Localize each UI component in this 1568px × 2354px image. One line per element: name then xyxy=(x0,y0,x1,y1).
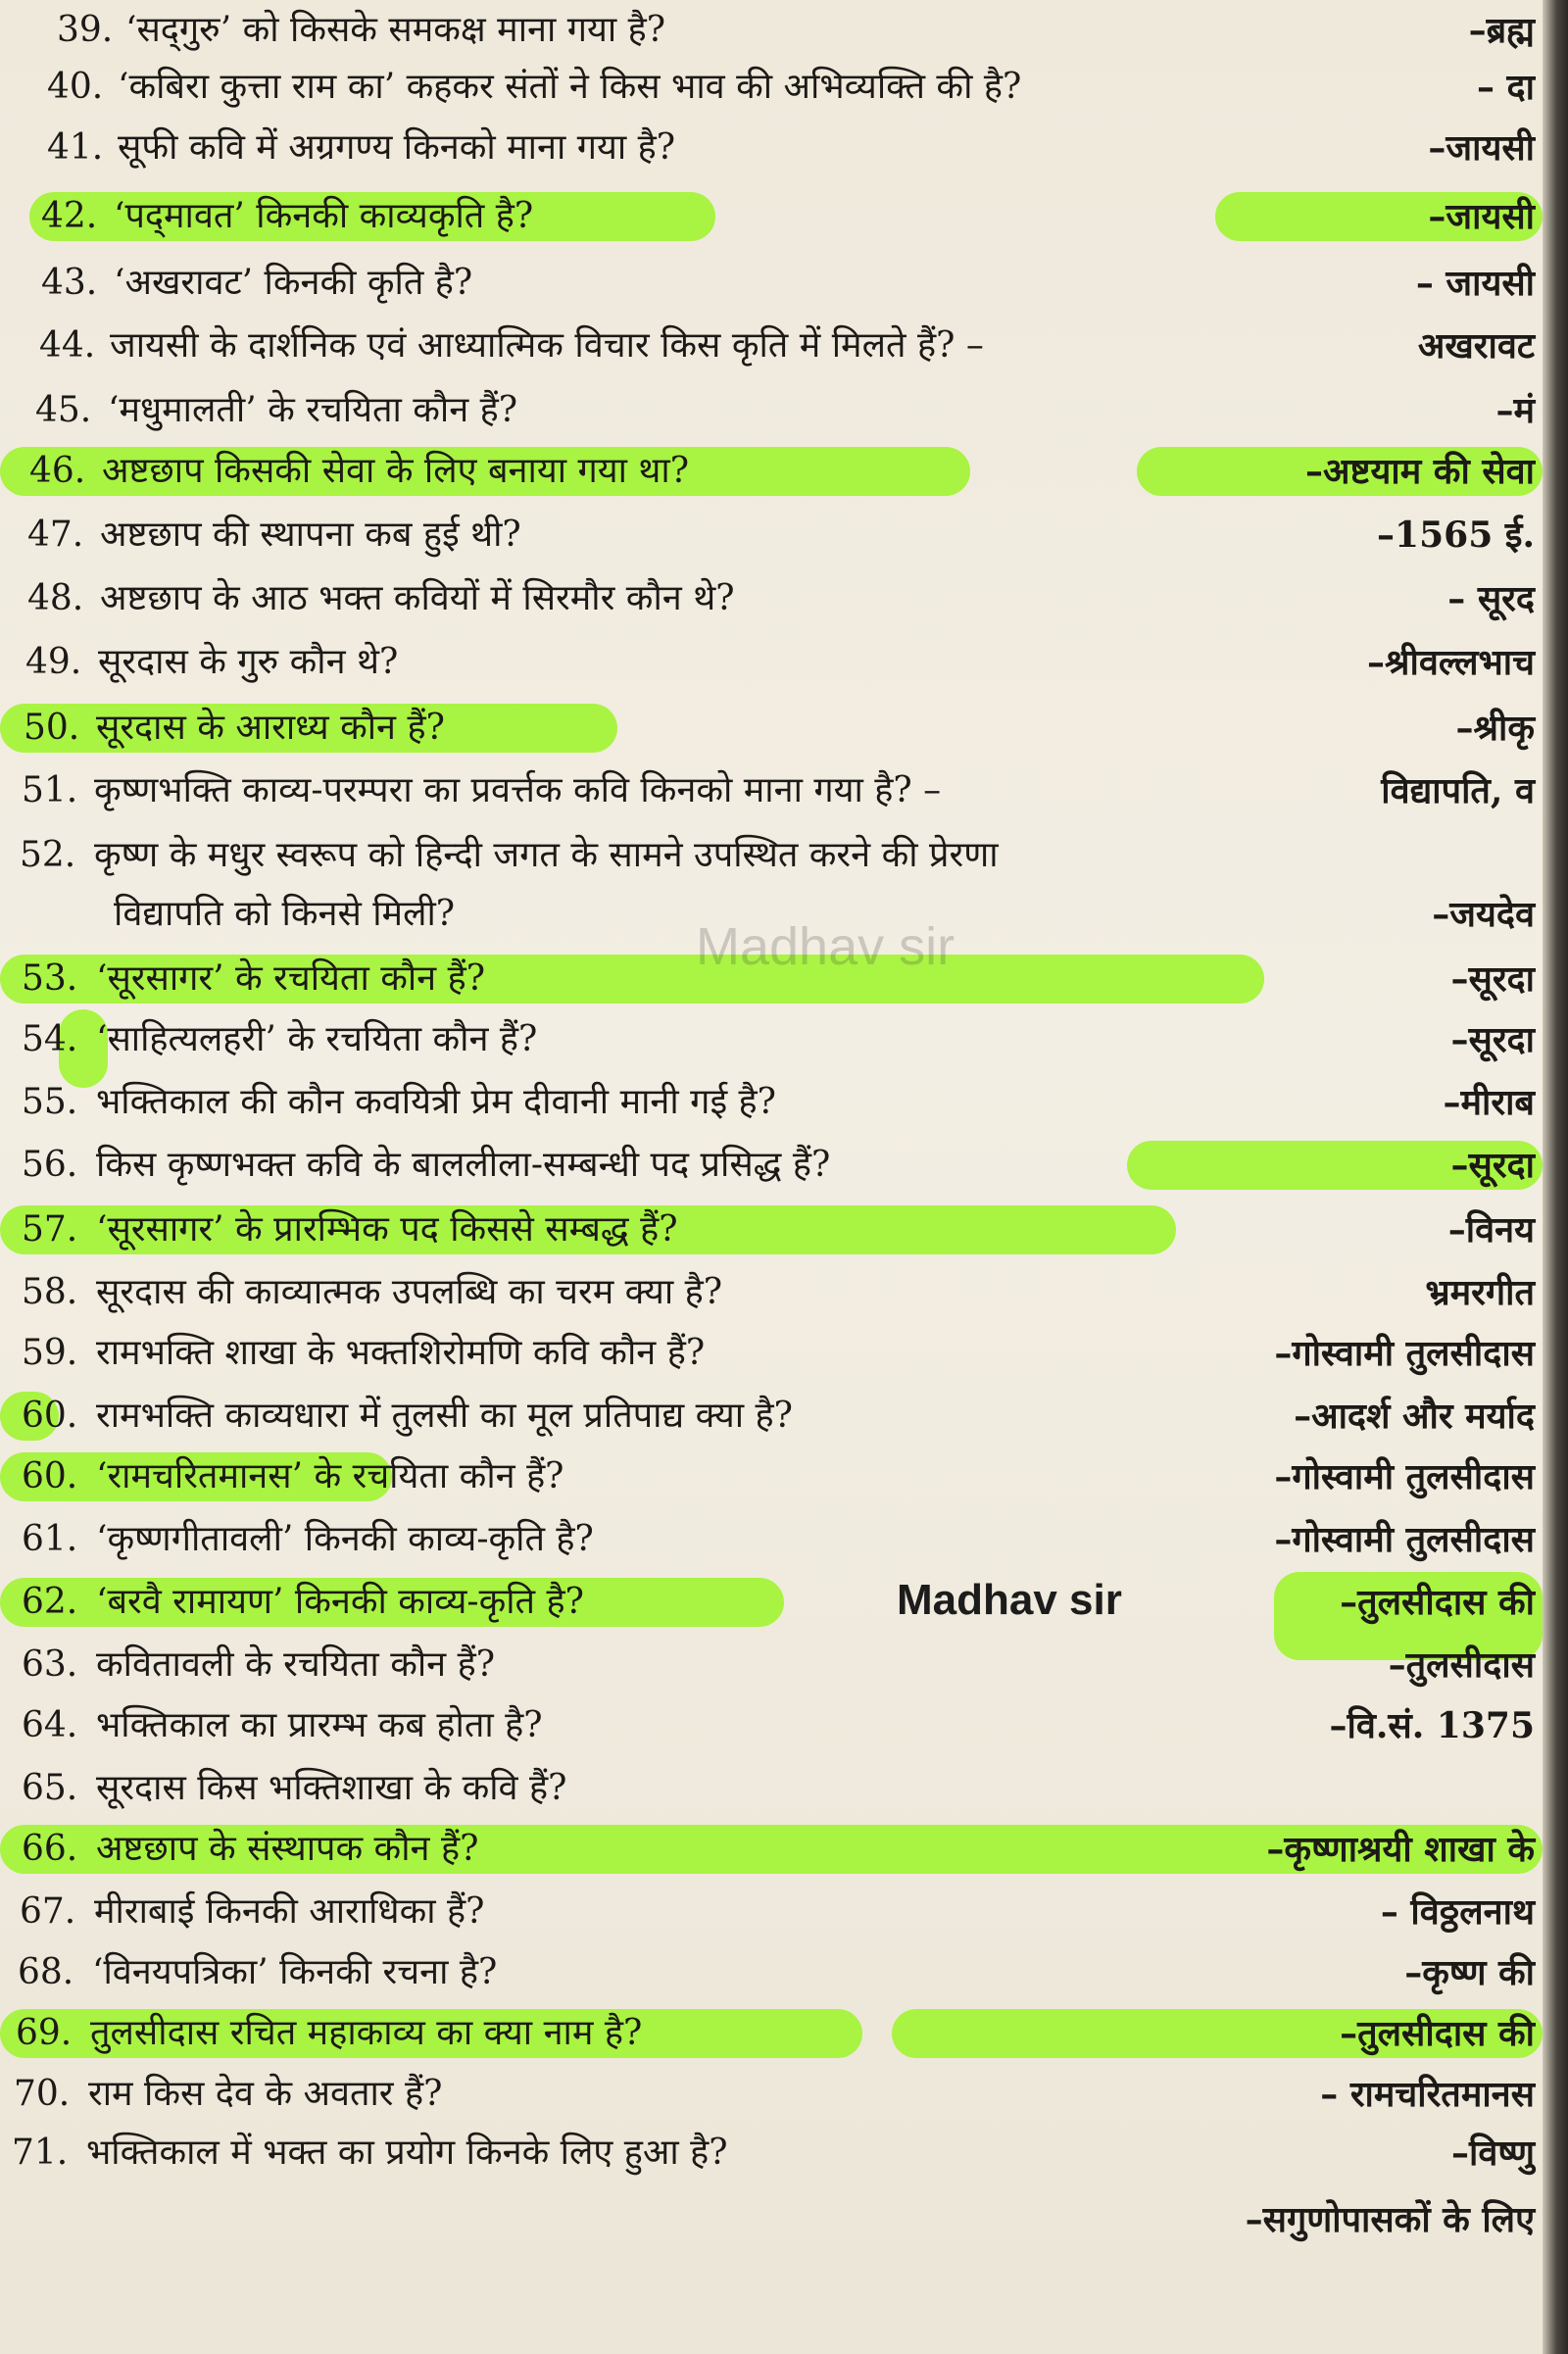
question-text: ‘रामचरितमानस’ के रचयिता कौन हैं? xyxy=(96,1456,564,1496)
list-item xyxy=(0,1509,1543,1570)
question-text: सूफी कवि में अग्रगण्य किनको माना गया है? xyxy=(118,127,676,168)
question-text: रामभक्ति शाखा के भक्तशिरोमणि कवि कौन हैं? xyxy=(96,1333,706,1373)
answer-text: –श्रीवल्लभाच xyxy=(1367,642,1535,683)
question-number: 53. xyxy=(22,958,78,999)
answer-text: –सगुणोपासकों के लिए xyxy=(1245,2199,1535,2240)
page-binding-edge xyxy=(1543,0,1568,2354)
answer-text: –गोस्वामी तुलसीदास xyxy=(1274,1519,1535,1560)
list-item xyxy=(0,1072,1543,1133)
question-text: ‘साहित्यलहरी’ के रचयिता कौन हैं? xyxy=(96,1019,538,1059)
question-number: 66. xyxy=(22,1829,78,1869)
question-text: अष्टछाप के संस्थापक कौन हैं? xyxy=(96,1829,479,1869)
question-text: मीराबाई किनकी आराधिका हैं? xyxy=(94,1891,485,1932)
question-text: ‘सूरसागर’ के प्रारम्भिक पद किससे सम्बद्ध हैं? xyxy=(96,1209,678,1250)
list-item xyxy=(0,698,1543,759)
list-item xyxy=(0,57,1543,118)
question-number: 70. xyxy=(14,2074,71,2114)
question-text: ‘बरवै रामायण’ किनकी काव्य-कृति है? xyxy=(96,1582,584,1622)
answer-text: –तुलसीदास की xyxy=(1340,1582,1535,1623)
list-item xyxy=(0,1323,1543,1384)
question-number: 62. xyxy=(22,1582,78,1622)
answer-text: –आदर्श और मर्याद xyxy=(1294,1396,1535,1437)
question-text: ‘विनयपत्रिका’ किनकी रचना है? xyxy=(92,1952,498,1992)
question-number: 43. xyxy=(41,263,98,303)
list-item xyxy=(0,825,1543,886)
question-text: राम किस देव के अवतार हैं? xyxy=(88,2074,443,2114)
list-item xyxy=(0,632,1543,693)
answer-text: –तुलसीदास xyxy=(1388,1644,1535,1686)
question-text: ‘सद्‌गुरु’ को किसके समकक्ष माना गया है? xyxy=(125,10,666,50)
answer-text: –कृष्ण की xyxy=(1404,1952,1535,1993)
question-text: भक्तिकाल का प्रारम्भ कब होता है? xyxy=(96,1705,543,1745)
question-number: 65. xyxy=(22,1768,78,1808)
question-number: 57. xyxy=(22,1209,78,1250)
question-text: किस कृष्णभक्त कवि के बाललीला-सम्बन्धी पद प्रसिद्ध हैं? xyxy=(96,1145,831,1185)
list-item xyxy=(0,505,1543,565)
list-item xyxy=(0,2189,1543,2250)
question-text: सूरदास के गुरु कौन थे? xyxy=(98,642,399,682)
question-number: 55. xyxy=(22,1082,78,1122)
question-text: ‘अखरावट’ किनकी कृति है? xyxy=(114,263,473,303)
list-item xyxy=(0,1572,1543,1633)
question-text: ‘पद्‌मावत’ किनकी काव्यकृति है? xyxy=(114,196,534,236)
list-item xyxy=(0,0,1543,61)
question-number: 45. xyxy=(35,390,92,430)
question-number: 63. xyxy=(22,1644,78,1685)
answer-text: –जायसी xyxy=(1428,127,1535,169)
question-text: भक्तिकाल की कौन कवयित्री प्रेम दीवानी मानी गई है? xyxy=(96,1082,776,1122)
list-item xyxy=(0,118,1543,178)
answer-text: – जायसी xyxy=(1415,263,1535,304)
answer-text: –जयदेव xyxy=(1432,894,1535,935)
question-number: 59. xyxy=(22,1333,78,1373)
list-item xyxy=(0,2064,1543,2125)
list-item xyxy=(0,2123,1543,2183)
question-number: 69. xyxy=(16,2013,73,2053)
question-text: तुलसीदास रचित महाकाव्य का क्या नाम है? xyxy=(90,2013,643,2053)
question-number: 52. xyxy=(20,835,76,875)
question-text: सूरदास के आराध्य कौन हैं? xyxy=(96,708,445,748)
list-item xyxy=(0,1758,1543,1819)
list-item xyxy=(0,1135,1543,1196)
answer-text: –विनय xyxy=(1447,1209,1535,1251)
answer-text: –श्रीकृ xyxy=(1455,708,1535,749)
question-number: 50. xyxy=(24,708,80,748)
question-number: 49. xyxy=(25,642,82,682)
watermark: Madhav sir xyxy=(696,917,956,976)
question-number: 48. xyxy=(27,578,84,618)
question-text: सूरदास किस भक्तिशाखा के कवि हैं? xyxy=(96,1768,567,1808)
list-item xyxy=(0,1447,1543,1507)
list-item xyxy=(0,568,1543,629)
answer-text: – सूरद xyxy=(1447,578,1535,619)
question-number: 60. xyxy=(22,1456,78,1496)
list-item xyxy=(0,380,1543,441)
question-text: अष्टछाप की स्थापना कब हुई थी? xyxy=(100,515,521,555)
list-item xyxy=(0,441,1543,502)
question-text: ‘कृष्णगीतावली’ किनकी काव्य-कृति है? xyxy=(96,1519,594,1559)
watermark: Madhav sir xyxy=(897,1576,1122,1624)
question-number: 56. xyxy=(22,1145,78,1185)
question-number: 60. xyxy=(22,1396,78,1436)
question-number: 71. xyxy=(12,2133,69,2173)
question-text: कृष्ण के मधुर स्वरूप को हिन्दी जगत के सामने उपस्थित करने की प्रेरणा xyxy=(94,835,999,875)
question-number: 58. xyxy=(22,1272,78,1312)
question-number: 64. xyxy=(22,1705,78,1745)
question-number: 47. xyxy=(27,515,84,555)
question-number: 41. xyxy=(47,127,104,168)
question-text: ‘मधुमालती’ के रचयिता कौन हैं? xyxy=(108,390,518,430)
question-number: 42. xyxy=(41,196,98,236)
question-number: 44. xyxy=(39,325,96,366)
list-item xyxy=(0,1819,1543,1880)
question-text: अष्टछाप के आठ भक्त कवियों में सिरमौर कौन थे? xyxy=(100,578,735,618)
answer-text: –मं xyxy=(1495,390,1535,431)
answer-text: –सूरदा xyxy=(1450,958,1535,1000)
question-text: कवितावली के रचयिता कौन हैं? xyxy=(96,1644,496,1685)
list-item xyxy=(0,760,1543,821)
answer-text: अखरावट xyxy=(1417,325,1535,367)
question-text: सूरदास की काव्यात्मक उपलब्धि का चरम क्या है? xyxy=(96,1272,723,1312)
list-item xyxy=(0,1386,1543,1447)
question-text: भक्तिकाल में भक्त का प्रयोग किनके लिए हुआ है? xyxy=(86,2133,728,2173)
answer-text: –सूरदा xyxy=(1450,1019,1535,1060)
answer-text: –सूरदा xyxy=(1450,1145,1535,1186)
question-text: कृष्णभक्ति काव्य-परम्परा का प्रवर्त्तक कवि किनको माना गया है? – xyxy=(94,770,942,810)
question-number: 40. xyxy=(47,67,104,107)
question-text: रामभक्ति काव्यधारा में तुलसी का मूल प्रतिपाद्य क्या है? xyxy=(96,1396,793,1436)
question-text: ‘सूरसागर’ के रचयिता कौन हैं? xyxy=(96,958,486,999)
list-item xyxy=(0,1262,1543,1323)
answer-text: –मीराब xyxy=(1443,1082,1535,1123)
answer-text: – दा xyxy=(1477,67,1535,108)
list-item xyxy=(0,1635,1543,1695)
answer-text: –वि.सं. 1375 xyxy=(1329,1705,1535,1746)
answer-text: भ्रमरगीत xyxy=(1425,1272,1535,1313)
answer-text: – विठ्ठलनाथ xyxy=(1380,1891,1535,1933)
question-number: 68. xyxy=(18,1952,74,1992)
list-item xyxy=(0,253,1543,314)
answer-text: –अष्टयाम की सेवा xyxy=(1305,451,1535,492)
answer-text: –1565 ई. xyxy=(1377,515,1535,556)
list-item xyxy=(0,186,1543,247)
list-item xyxy=(0,1882,1543,1942)
answer-text: – रामचरितमानस xyxy=(1320,2074,1535,2115)
list-item xyxy=(0,1009,1543,1070)
question-number: 54. xyxy=(22,1019,78,1059)
answer-text: –जायसी xyxy=(1428,196,1535,237)
question-number: 61. xyxy=(22,1519,78,1559)
answer-text: –विष्णु xyxy=(1451,2133,1535,2174)
answer-text: –गोस्वामी तुलसीदास xyxy=(1274,1456,1535,1497)
answer-text: –ब्रह्म xyxy=(1468,10,1535,51)
answer-text: –तुलसीदास की xyxy=(1340,2013,1535,2054)
list-item xyxy=(0,316,1543,376)
question-text: विद्यापति को किनसे मिली? xyxy=(114,894,456,934)
answer-text: –गोस्वामी तुलसीदास xyxy=(1274,1333,1535,1374)
question-number: 46. xyxy=(29,451,86,491)
list-item xyxy=(0,1942,1543,2003)
list-item xyxy=(0,1200,1543,1260)
question-number: 67. xyxy=(20,1891,76,1932)
question-text: जायसी के दार्शनिक एवं आध्यात्मिक विचार किस कृति में मिलते हैं? – xyxy=(110,325,984,366)
question-text: अष्टछाप किसकी सेवा के लिए बनाया गया था? xyxy=(102,451,690,491)
question-number: 51. xyxy=(22,770,78,810)
list-item xyxy=(0,2003,1543,2064)
question-number: 39. xyxy=(57,10,114,50)
list-item xyxy=(0,1695,1543,1756)
question-text: ‘कबिरा कुत्ता राम का’ कहकर संतों ने किस भाव की अभिव्यक्ति की है? xyxy=(118,67,1022,107)
answer-text: –कृष्णाश्रयी शाखा के xyxy=(1266,1829,1535,1870)
answer-text: विद्यापति, व xyxy=(1381,770,1535,811)
